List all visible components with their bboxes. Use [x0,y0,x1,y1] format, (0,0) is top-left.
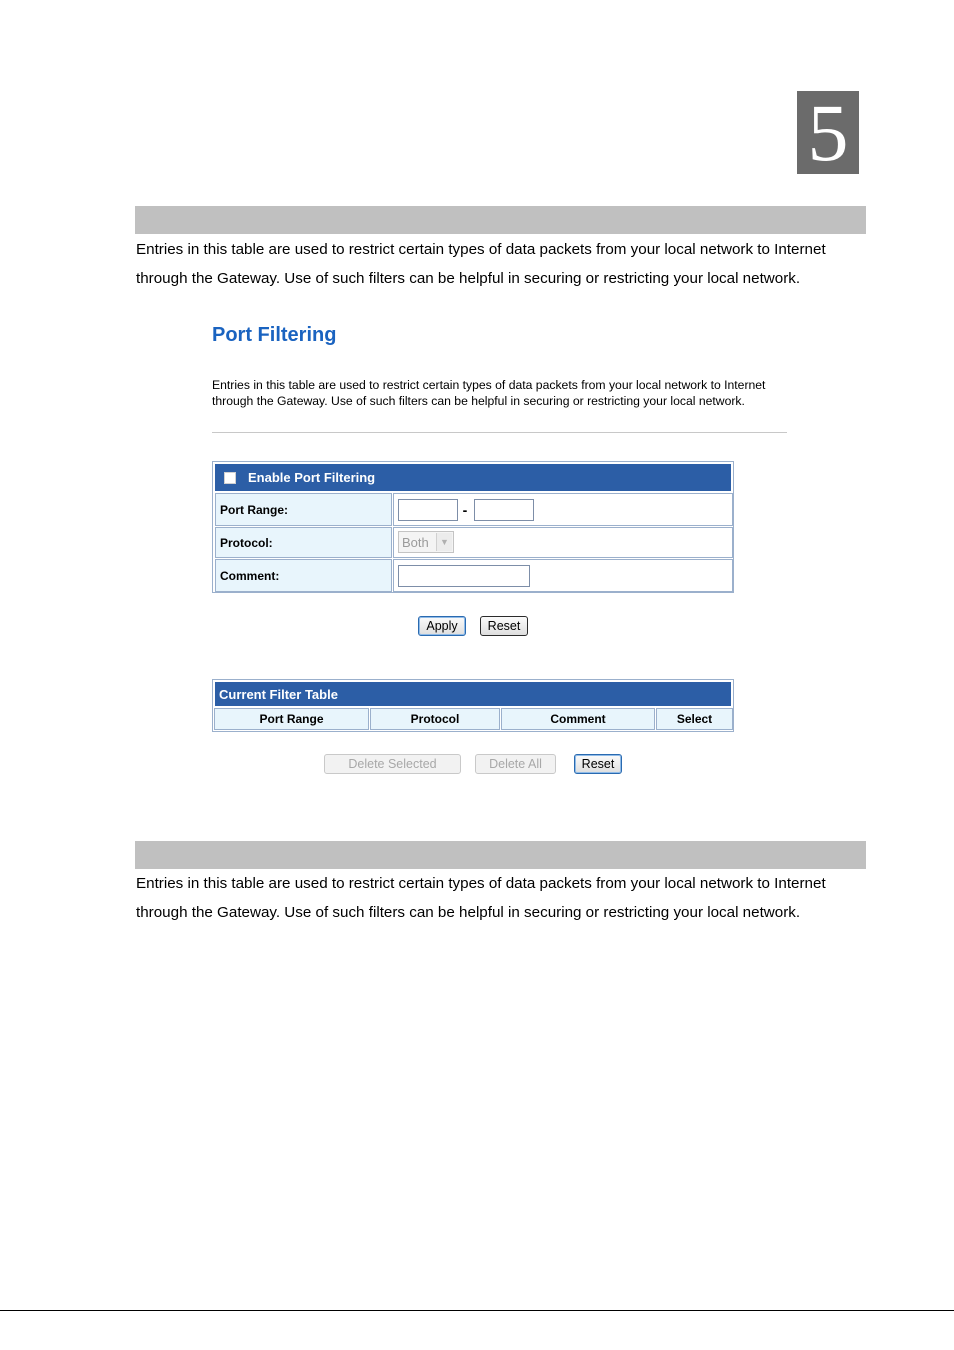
column-header-comment: Comment [501,708,655,730]
protocol-label: Protocol: [215,527,392,558]
doc-intro-line: through the Gateway. Use of such filters can be helpful in securing or restricting your local network. [136,270,801,287]
footer-rule [0,1310,954,1311]
apply-button[interactable]: Apply [418,616,466,636]
reset-table-button[interactable]: Reset [574,754,622,774]
comment-cell [393,559,733,592]
protocol-select[interactable] [398,531,454,553]
delete-all-button[interactable]: Delete All [475,754,556,774]
doc-outro-line: Entries in this table are used to restrict certain types of data packets from your local network to Internet [136,875,826,892]
page-description: Entries in this table are used to restrict certain types of data packets from your local network to Internet through the Gateway. Use of such filters can be helpful in securing or restricting your local network. [212,378,766,408]
section-header-bar [135,206,866,234]
protocol-selected-value: Both [402,534,429,550]
column-header-port-range: Port Range [214,708,369,730]
protocol-cell [393,527,733,558]
port-range-separator: - [462,502,468,518]
port-filter-form [212,461,734,593]
delete-selected-button[interactable]: Delete Selected [324,754,461,774]
column-header-select: Select [656,708,733,730]
port-range-start-input[interactable] [398,499,458,521]
comment-input[interactable] [398,565,530,587]
doc-intro-line: Entries in this table are used to restrict certain types of data packets from your local network to Internet [136,241,826,258]
chapter-number: 5 [797,91,859,174]
section-header-bar [135,841,866,869]
port-range-end-input[interactable] [474,499,534,521]
port-range-cell [393,493,733,526]
doc-outro-line: through the Gateway. Use of such filters can be helpful in securing or restricting your local network. [136,904,801,921]
enable-port-filtering-row [215,464,731,491]
comment-label: Comment: [215,559,392,592]
doc-intro-paragraph [136,235,871,293]
doc-outro-paragraph [136,869,871,927]
chevron-down-icon: ▼ [436,533,452,551]
column-header-protocol: Protocol [370,708,500,730]
page-title: Port Filtering [212,324,337,346]
enable-port-filtering-label: Enable Port Filtering [248,470,376,485]
port-range-label: Port Range: [215,493,392,526]
enable-port-filtering-checkbox[interactable] [224,472,236,484]
current-filter-table-title: Current Filter Table [215,682,731,706]
divider [212,432,787,433]
current-filter-table [212,679,734,732]
reset-form-button[interactable]: Reset [480,616,528,636]
